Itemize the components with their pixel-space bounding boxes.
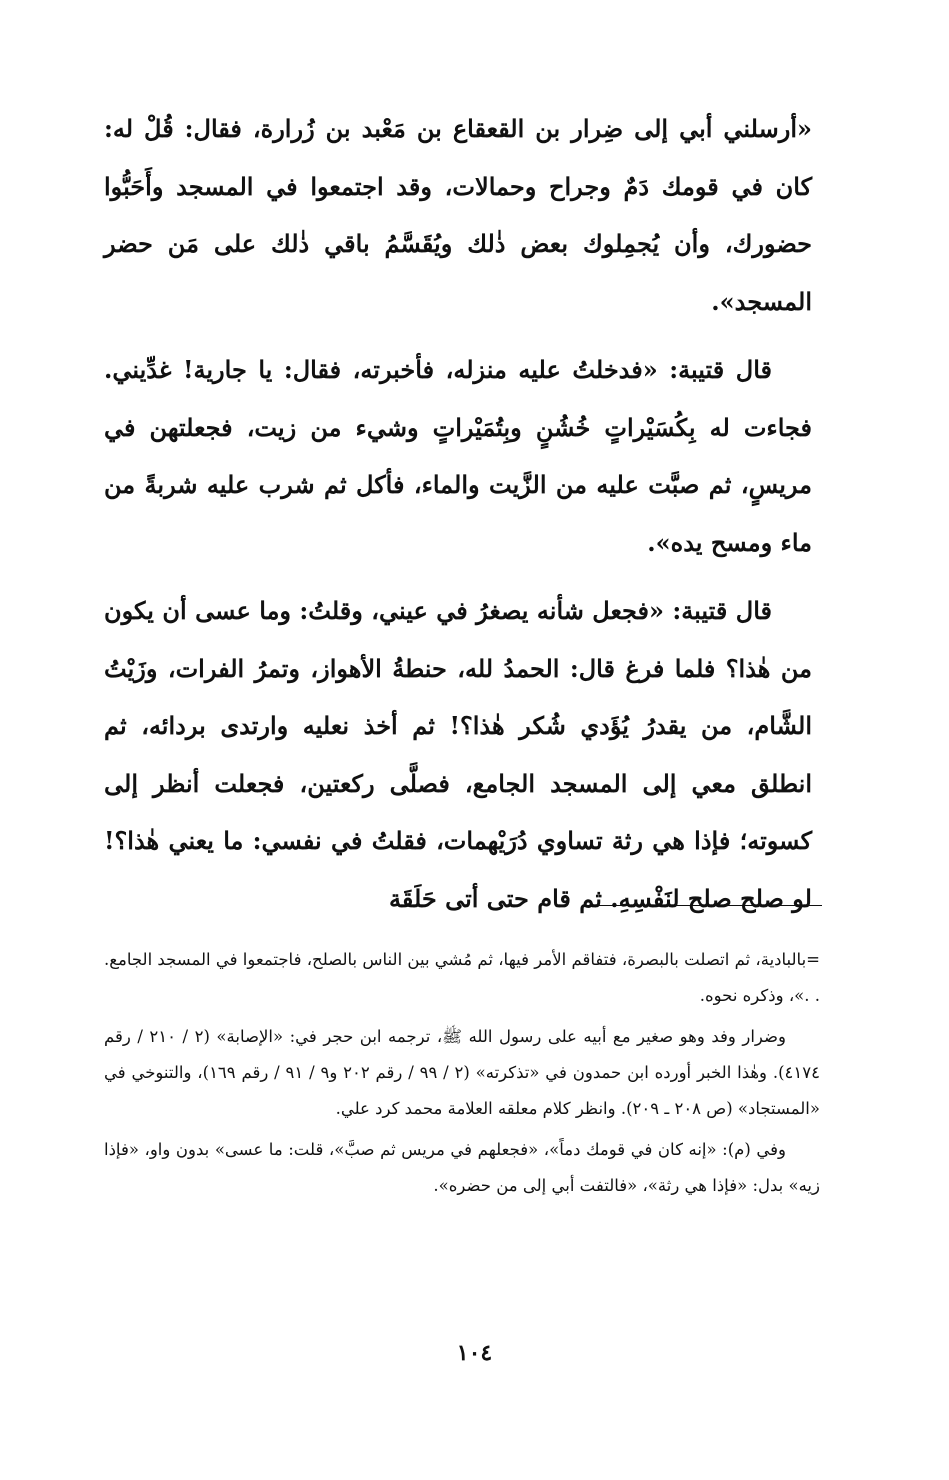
footnotes-section [104, 942, 820, 1209]
footnote-paragraph-3: وفي (م): «إنه كان في قومك دماً»، «فجعلهم في مريس ثم صبَّ»، قلت: ما عسى» بدون واو، «فإذا زيه» بدل: «فإذا هي رثة»، «فالتفت أبي إلى من حضره». [104, 1140, 820, 1195]
main-paragraph-1: «أرسلني أبي إلى ضِرار بن القعقاع بن مَعْبد بن زُرارة، فقال: قُلْ له: كان في قومك دَمٌ وجراح وحمالات، وقد اجتمعوا في المسجد وأَحَبُّوا حضورك، وأن يُجمِلوك بعض ذٰلك ويُقَسَّمُ باقي ذٰلك على مَن حضر المسجد». [104, 114, 812, 316]
main-paragraph-2: قال قتيبة: «فدخلتُ عليه منزله، فأخبرته، فقال: يا جارية! غدِّيني. فجاءت له بِكُسَيْراتٍ خُشُنٍ وبِتُمَيْراتٍ وشيء من زيت، فجعلتهن في مريسٍ، ثم صبَّت عليه من الزَّيت والماء، فأكل ثم شرب عليه شربةً من ماء ومسح يده». [104, 355, 812, 557]
footnote-separator [584, 905, 822, 906]
footnote-paragraph-1: =بالبادية، ثم اتصلت بالبصرة، فتفاقم الأمر فيها، ثم مُشي بين الناس بالصلح، فاجتمعوا في المسجد الجامع. . .»، وذكره نحوه. [104, 950, 820, 1005]
main-paragraph-3: قال قتيبة: «فجعل شأنه يصغرُ في عيني، وقلتُ: وما عسى أن يكون من هٰذا؟ فلما فرغ قال: الحمدُ لله، حنطةُ الأهواز، وتمرُ الفرات، وزَيْتُ الشَّام، من يقدرُ يُؤَدي شُكر هٰذا؟! ثم أخذ نعليه وارتدى بردائه، ثم انطلق معي إلى المسجد الجامع، فصلَّى ركعتين، فجعلت أنظر إلى كسوته؛ فإذا هي رثة تساوي دُرَيْهمات، فقلتُ في نفسي: ما يعني هٰذا؟! لو صلح صلح لنَفْسِهِ. ثم قام حتى أتى حَلَقَة [104, 596, 812, 913]
footnote-paragraph-2: وضرار وفد وهو صغير مع أبيه على رسول الله ﷺ، ترجمه ابن حجر في: «الإصابة» (٢ / ٢١٠ / رقم ٤١٧٤). وهٰذا الخبر أورده ابن حمدون في «تذكرته» (٢ / ٩٩ / رقم ٢٠٢ و٩ / ٩١ / رقم ١٦٩)، والتنوخي في «المستجاد» (ص ٢٠٨ ـ ٢٠٩). وانظر كلام معلقه العلامة محمد كرد علي. [104, 1027, 820, 1118]
page-number: ١٠٤ [456, 1340, 493, 1366]
main-text-body [104, 100, 812, 938]
